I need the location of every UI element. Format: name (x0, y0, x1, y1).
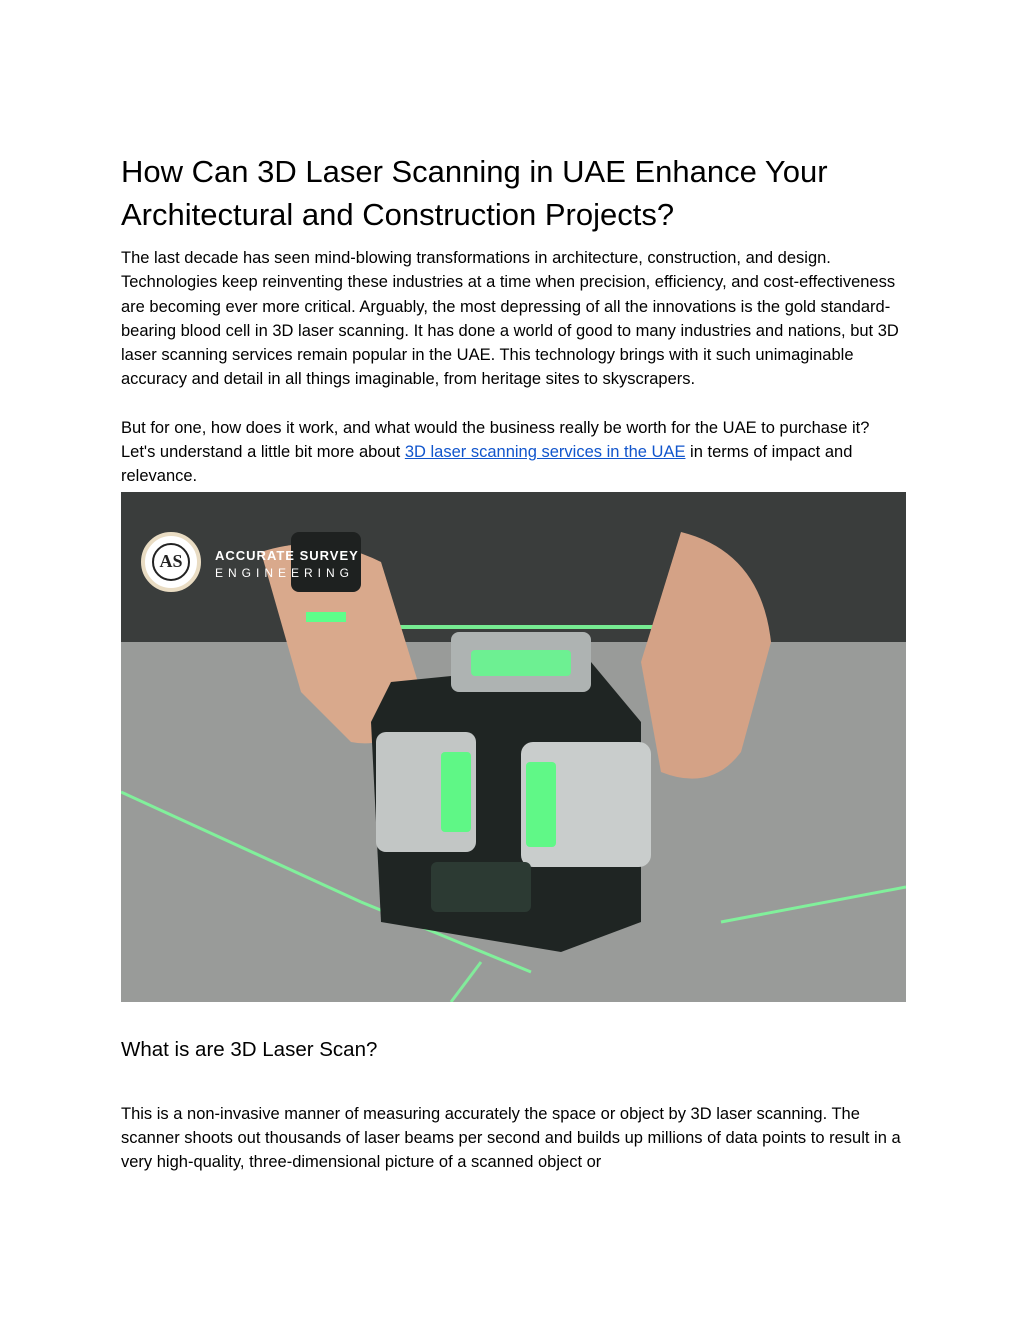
device-right-lens (526, 762, 556, 847)
paragraph-spacer (121, 392, 906, 416)
second-paragraph (121, 416, 906, 489)
laser-level-photo (121, 492, 906, 1002)
company-logo-icon (141, 532, 201, 592)
logo-line-2: ENGINEERING (215, 565, 355, 580)
section-heading: What is are 3D Laser Scan? (121, 1037, 378, 1061)
device-left-lens (441, 752, 471, 832)
device-front-panel (431, 862, 531, 912)
section-paragraph: This is a non-invasive manner of measuring accurately the space or object by 3D laser scanning. The scanner shoots out thousands of laser beams per second and builds up millions of data points to result in a very high-quality, three-dimensional picture of a scanned object or (121, 1104, 901, 1172)
second-paragraph-text-end: in terms of impact and relevance. (121, 443, 853, 486)
intro-paragraph: The last decade has seen mind-blowing transformations in architecture, construction, and design. Technologies keep reinventing these industries at a time when precision, efficiency, and cost-effectiveness are becoming ever more critical. Arguably, the most depressing of all the innovations is the gold standard-bearing blood cell in 3D laser scanning. It has done a world of good to many industries and nations, but 3D laser scanning services remain popular in the UAE. This technology brings with it such unimaginable accuracy and detail in all things imaginable, from heritage sites to skyscrapers. (121, 249, 899, 389)
page-title: How Can 3D Laser Scanning in UAE Enhance Your Architectural and Construction Projects? (121, 154, 828, 232)
logo-line-1: ACCURATE SURVEY (215, 547, 359, 563)
company-logo-text (215, 548, 359, 580)
second-paragraph-text-start: But for one, how does it work, and what would the business really be worth for the UAE to purchase it? Let's understand a little bit more about (121, 418, 870, 462)
logo-monogram: AS (152, 543, 190, 581)
laser-scanning-services-link[interactable]: 3D laser scanning services in the UAE (404, 443, 686, 462)
wrist-light (306, 612, 346, 622)
document-page (121, 150, 906, 1175)
device-top-lens (471, 650, 571, 676)
